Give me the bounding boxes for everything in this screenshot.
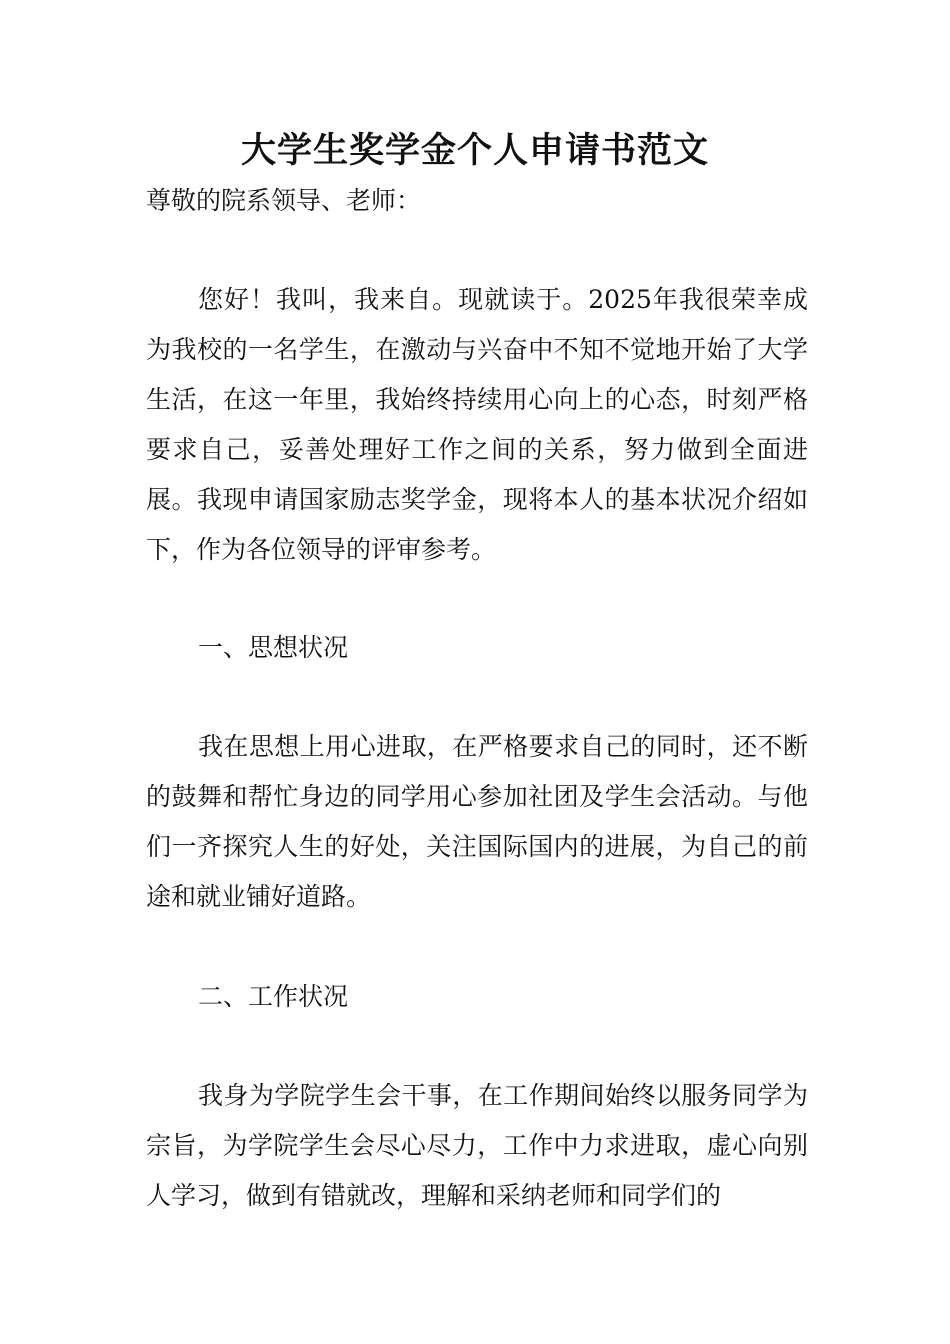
- section-heading-thought: 一、思想状况: [198, 633, 349, 662]
- paragraph-intro: 您好！我叫，我来自。现就读于。2025年我很荣幸成为我校的一名学生，在激动与兴奋中不知不觉地开始了大学生活，在这一年里，我始终持续用心向上的心态，时刻严格要求自己，妥善处理好工作之间的关系，努力做到全面进展。我现申请国家励志奖学金，现将本人的基本状况介绍如下，作为各位领导的评审参考。: [146, 285, 808, 564]
- paragraph-work: 我身为学院学生会干事，在工作期间始终以服务同学为宗旨，为学院学生会尽心尽力，工作中力求进取，虚心向别人学习，做到有错就改，理解和采纳老师和同学们的: [146, 1081, 808, 1210]
- section-heading-work: 二、工作状况: [198, 982, 349, 1011]
- salutation: 尊敬的院系领导、老师：: [146, 186, 422, 215]
- document-title: 大学生奖学金个人申请书范文: [240, 131, 709, 171]
- paragraph-thought: 我在思想上用心进取，在严格要求自己的同时，还不断的鼓舞和帮忙身边的同学用心参加社团及学生会活动。与他们一齐探究人生的好处，关注国际国内的进展，为自己的前途和就业铺好道路。: [146, 732, 808, 911]
